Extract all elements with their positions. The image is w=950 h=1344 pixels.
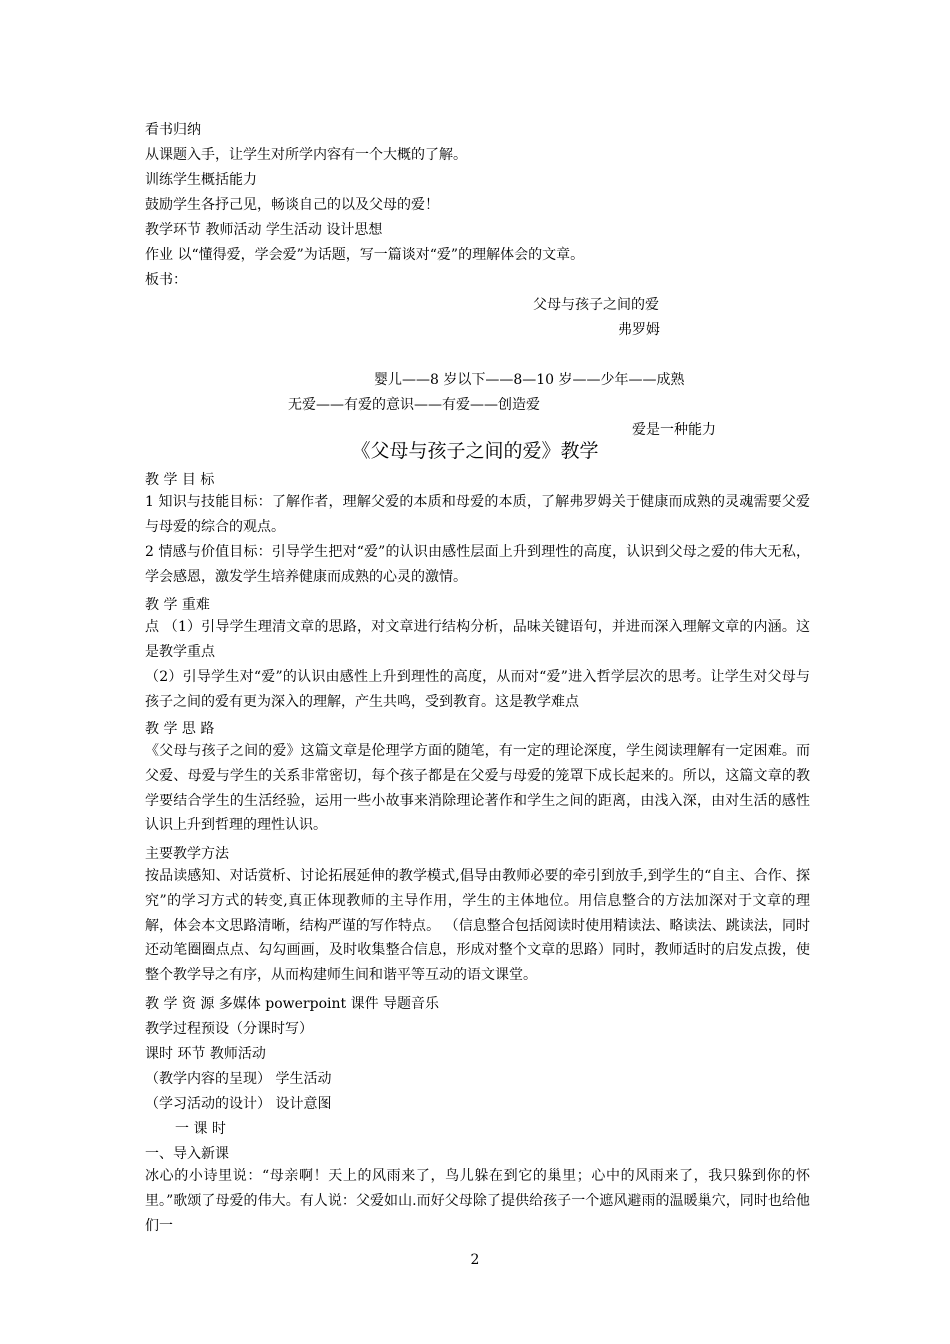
key-heading: 教 学 重难 (145, 597, 210, 613)
difficult-point: （2）引导学生对“爱”的认识由感性上升到理性的高度，从而对“爱”进入哲学层次的思考。让学生对父母与孩子之间的爱有更为深入的理解，产生共鸣，受到教育。这是教学难点 (145, 669, 810, 710)
methods-heading: 主要教学方法 (145, 846, 229, 862)
thinking-text: 《父母与孩子之间的爱》这篇文章是伦理学方面的随笔，有一定的理论深度，学生阅读理解有一定困难。而父爱、母爱与学生的关系非常密切，每个孩子都是在父爱与母爱的笼罩下成长起来的。所以，这篇文章的教学要结合学生的生活经验，运用一些小故事来消除理论著作和学生之间的距离，由浅入深，由对生活的感性认识上升到哲理的理性认识。 (145, 743, 810, 834)
intro-line-2: 从课题入手，让学生对所学内容有一个大概的了解。 (145, 147, 467, 163)
resources-line: 教 学 资 源 多媒体 powerpoint 课件 导题音乐 (145, 996, 440, 1012)
board-title: 父母与孩子之间的爱 (533, 297, 659, 313)
intro-heading: 一、导入新课 (145, 1146, 229, 1162)
lesson-label: 一 课 时 (175, 1121, 226, 1137)
intro-line-4: 鼓励学生各抒己见，畅谈自己的以及父母的爱！ (145, 197, 439, 213)
methods-text: 按品读感知、对话赏析、讨论拓展延伸的教学模式,倡导由教师必要的牵引到放手,到学生的“自主、合作、探究”的学习方式的转变,真正体现教师的主导作用，学生的主体地位。用信息整合的方法加深对于文章的理解，体会本文思路清晰，结构严谨的写作特点。 （信息整合包括阅读时使用精读法、略读法、跳读法，同时还动笔圈圈点点、勾勾画画，及时收集整合信息，形成对整个文章的思路）同时，教师适时的启发点拨，使整个教学导之有序，从而构建师生间和谐平等互动的语文课堂。 (145, 868, 810, 984)
table-row-2: （教学内容的呈现） 学生活动 (145, 1071, 332, 1087)
table-row-3: （学习活动的设计） 设计意图 (145, 1096, 332, 1112)
document-title: 《父母与孩子之间的爱》教学 (351, 440, 599, 462)
key-point: 点 （1）引导学生理清文章的思路，对文章进行结构分析，品味关键语句，并进而深入理解文章的内涵。这是教学重点 (145, 619, 810, 660)
objective-2: 2 情感与价值目标：引导学生把对“爱”的认识由感性层面上升到理性的高度，认识到父母之爱的伟大无私，学会感恩，激发学生培养健康而成熟的心灵的激情。 (145, 544, 810, 585)
board-stages: 婴儿——8 岁以下——8—10 岁——少年——成熟 (374, 372, 685, 388)
board-conclusion: 爱是一种能力 (632, 422, 716, 438)
intro-line-7: 板书： (145, 272, 187, 288)
board-love-levels: 无爱——有爱的意识——有爱——创造爱 (288, 397, 540, 413)
table-row-1: 课时 环节 教师活动 (145, 1046, 266, 1062)
intro-line-6: 作业 以“懂得爱，学会爱”为话题，写一篇谈对“爱”的理解体会的文章。 (145, 247, 585, 263)
thinking-heading: 教 学 思 路 (145, 721, 215, 737)
page-number: 2 (470, 1252, 480, 1268)
intro-line-3: 训练学生概括能力 (145, 172, 257, 188)
objective-1: 1 知识与技能目标：了解作者，理解父爱的本质和母爱的本质，了解弗罗姆关于健康而成熟的灵魂需要父爱与母爱的综合的观点。 (145, 494, 810, 535)
intro-line-5: 教学环节 教师活动 学生活动 设计思想 (145, 222, 383, 238)
objectives-heading: 教 学 目 标 (145, 472, 215, 488)
process-heading: 教学过程预设（分课时写） (145, 1021, 313, 1037)
intro-text: 冰心的小诗里说：“母亲啊！天上的风雨来了，鸟儿躲在到它的巢里；心中的风雨来了，我只躲到你的怀里。”歌颂了母爱的伟大。有人说：父爱如山.而好父母除了提供给孩子一个遮风避雨的温暖巢穴，同时也给他们一 (145, 1168, 810, 1234)
board-author: 弗罗姆 (618, 322, 660, 338)
intro-line-1: 看书归纳 (145, 122, 201, 138)
